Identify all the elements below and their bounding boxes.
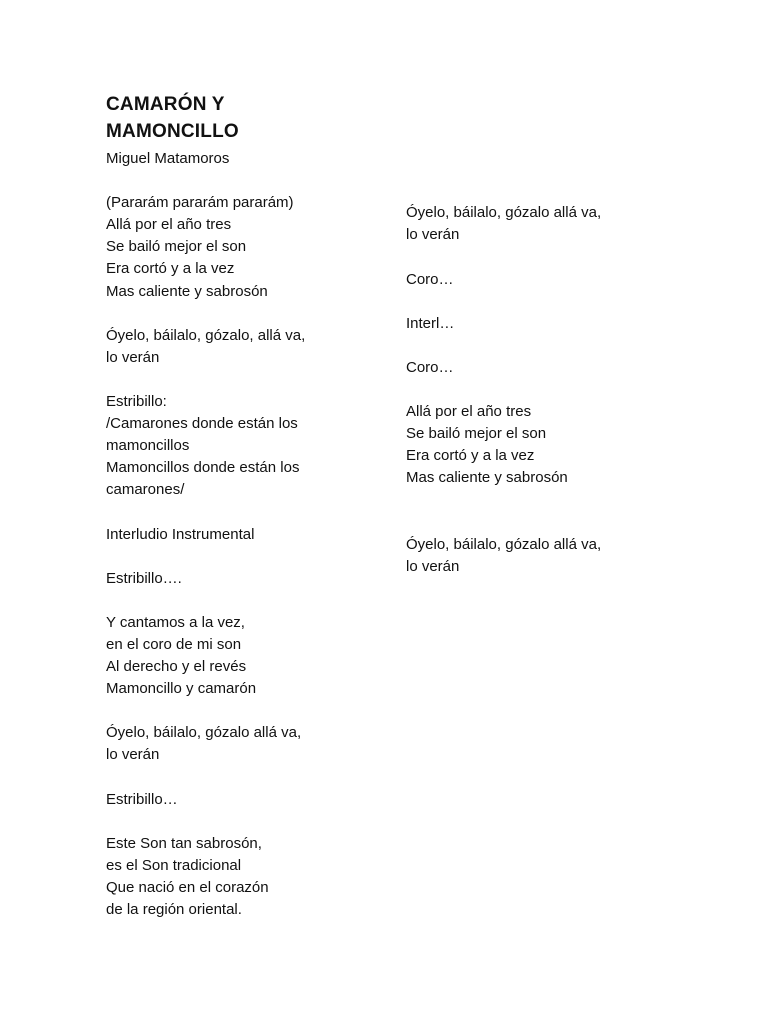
lyric-line: es el Son tradicional (106, 857, 242, 874)
lyric-line: Estribillo… (106, 791, 178, 808)
lyric-line: lo verán (106, 746, 160, 763)
lyric-line: Óyelo, báilalo, gózalo allá va, (406, 536, 602, 553)
lyric-line: Óyelo, báilalo, gózalo allá va, (106, 724, 302, 741)
lyric-line: Se bailó mejor el son (106, 238, 247, 255)
song-title-line-2: MAMONCILLO (106, 121, 239, 142)
lyric-line: lo verán (106, 349, 160, 366)
lyric-line: en el coro de mi son (106, 636, 242, 653)
lyric-line: Allá por el año tres (106, 216, 232, 233)
lyric-line: Coro… (406, 359, 454, 376)
lyric-line: Mas caliente y sabrosón (106, 283, 268, 300)
lyric-line: camarones/ (106, 481, 185, 498)
lyric-line: Que nació en el corazón (106, 879, 269, 896)
lyric-line: Allá por el año tres (406, 403, 532, 420)
lyric-line: de la región oriental. (106, 901, 242, 918)
lyric-line: Interludio Instrumental (106, 526, 255, 543)
lyric-line: Óyelo, báilalo, gózalo allá va, (406, 204, 602, 221)
lyric-line: Mamoncillo y camarón (106, 680, 257, 697)
lyric-line: Y cantamos a la vez, (106, 614, 245, 631)
lyric-line: lo verán (406, 558, 460, 575)
lyric-line: Mas caliente y sabrosón (406, 469, 568, 486)
lyric-line: mamoncillos (106, 437, 190, 454)
author-name: Miguel Matamoros (106, 150, 230, 167)
lyric-line: Era cortó y a la vez (406, 447, 535, 464)
lyric-line: Interl… (406, 315, 455, 332)
lyric-line: Mamoncillos donde están los (106, 459, 300, 476)
song-title-line-1: CAMARÓN Y (106, 94, 225, 115)
lyric-line: (Pararám pararám pararám) (106, 194, 294, 211)
lyric-line: Al derecho y el revés (106, 658, 247, 675)
lyric-line: /Camarones donde están los (106, 415, 298, 432)
lyric-line: Este Son tan sabrosón, (106, 835, 262, 852)
lyric-line: Estribillo: (106, 393, 167, 410)
lyric-line: Estribillo…. (106, 570, 182, 587)
lyric-line: lo verán (406, 226, 460, 243)
lyric-line: Óyelo, báilalo, gózalo, allá va, (106, 327, 306, 344)
lyric-line: Coro… (406, 271, 454, 288)
lyric-line: Se bailó mejor el son (406, 425, 547, 442)
lyric-line: Era cortó y a la vez (106, 260, 235, 277)
